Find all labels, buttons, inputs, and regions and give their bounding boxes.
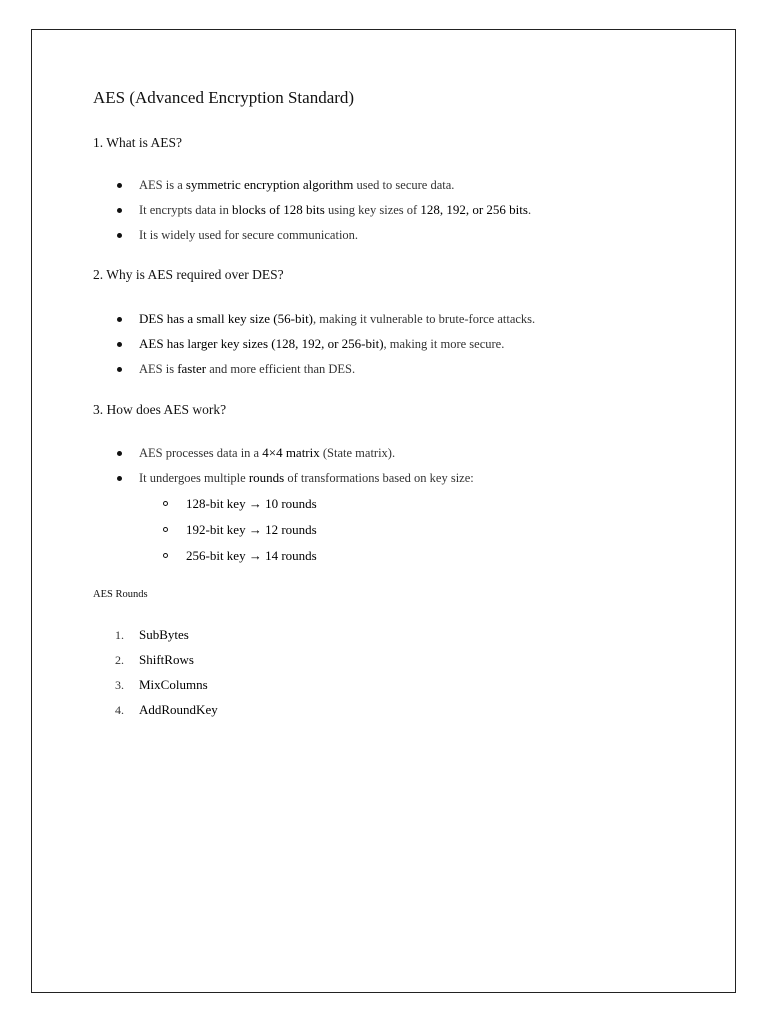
document-title: AES (Advanced Encryption Standard): [93, 88, 355, 107]
bold-text: 128, 192, or 256 bits: [420, 202, 528, 217]
list-item: [93, 651, 218, 676]
text: .: [527, 203, 532, 217]
section-1-heading: 1. What is AES?: [93, 135, 182, 150]
text: (State matrix).: [319, 446, 396, 460]
list-item: [93, 495, 317, 521]
rounds-list: [93, 626, 218, 726]
list-item: [93, 521, 317, 547]
bold-text: blocks of 128 bits: [232, 202, 325, 217]
round-label: SubBytes: [139, 627, 189, 642]
document-page: [31, 29, 736, 993]
item-number: 4.: [115, 703, 124, 717]
bold-text: 4×4 matrix: [262, 445, 320, 460]
bullet-icon: [117, 183, 122, 188]
circle-bullet-icon: [163, 527, 168, 532]
text: It encrypts data in: [139, 203, 233, 217]
text: , making it more secure.: [383, 337, 505, 351]
round-label: AddRoundKey: [139, 702, 218, 717]
list-item: [93, 201, 531, 226]
list-item: [93, 335, 535, 360]
section-2-list: [93, 310, 535, 385]
list-item: [93, 626, 218, 651]
section-3-list: [93, 444, 474, 494]
bullet-icon: [117, 208, 122, 213]
text: It is widely used for secure communication.: [139, 228, 359, 242]
round-label: ShiftRows: [139, 652, 194, 667]
bold-text: symmetric encryption algorithm: [185, 177, 354, 192]
list-item: [93, 676, 218, 701]
rounds-heading: AES Rounds: [93, 589, 148, 600]
bold-text: DES has a small key size (56-bit): [139, 311, 314, 326]
list-item: [93, 226, 531, 251]
text: It undergoes multiple: [139, 471, 249, 485]
circle-bullet-icon: [163, 553, 168, 558]
list-item: [93, 310, 535, 335]
section-2-heading: 2. Why is AES required over DES?: [93, 267, 284, 282]
item-number: 1.: [115, 628, 124, 642]
section-1-list: [93, 176, 531, 251]
bold-text: rounds: [248, 470, 285, 485]
bullet-icon: [117, 342, 122, 347]
text: used to secure data.: [353, 178, 455, 192]
list-item: [93, 444, 474, 469]
round-label: MixColumns: [139, 677, 208, 692]
list-item: [93, 701, 218, 726]
list-item: [93, 176, 531, 201]
text: using key sizes of: [324, 203, 421, 217]
sub-item-text: 128-bit key → 10 rounds: [186, 496, 317, 511]
section-3-heading: 3. How does AES work?: [93, 402, 227, 417]
list-item: [93, 547, 317, 573]
bullet-icon: [117, 233, 122, 238]
item-number: 3.: [115, 678, 124, 692]
text: , making it vulnerable to brute-force attacks.: [313, 312, 536, 326]
key-rounds-sublist: [93, 495, 317, 573]
bullet-icon: [117, 451, 122, 456]
text: of transformations based on key size:: [284, 471, 474, 485]
bullet-icon: [117, 476, 122, 481]
text: AES is: [139, 362, 178, 376]
bullet-icon: [117, 317, 122, 322]
list-item: [93, 469, 474, 494]
item-number: 2.: [115, 653, 124, 667]
bold-text: faster: [177, 361, 207, 376]
text: and more efficient than DES.: [206, 362, 356, 376]
circle-bullet-icon: [163, 501, 168, 506]
bold-text: AES has larger key sizes (128, 192, or 256-bit): [139, 336, 384, 351]
text: AES is a: [139, 178, 186, 192]
bullet-icon: [117, 367, 122, 372]
list-item: [93, 360, 535, 385]
sub-item-text: 256-bit key → 14 rounds: [186, 548, 317, 563]
sub-item-text: 192-bit key → 12 rounds: [186, 522, 317, 537]
text: AES processes data in a: [139, 446, 263, 460]
